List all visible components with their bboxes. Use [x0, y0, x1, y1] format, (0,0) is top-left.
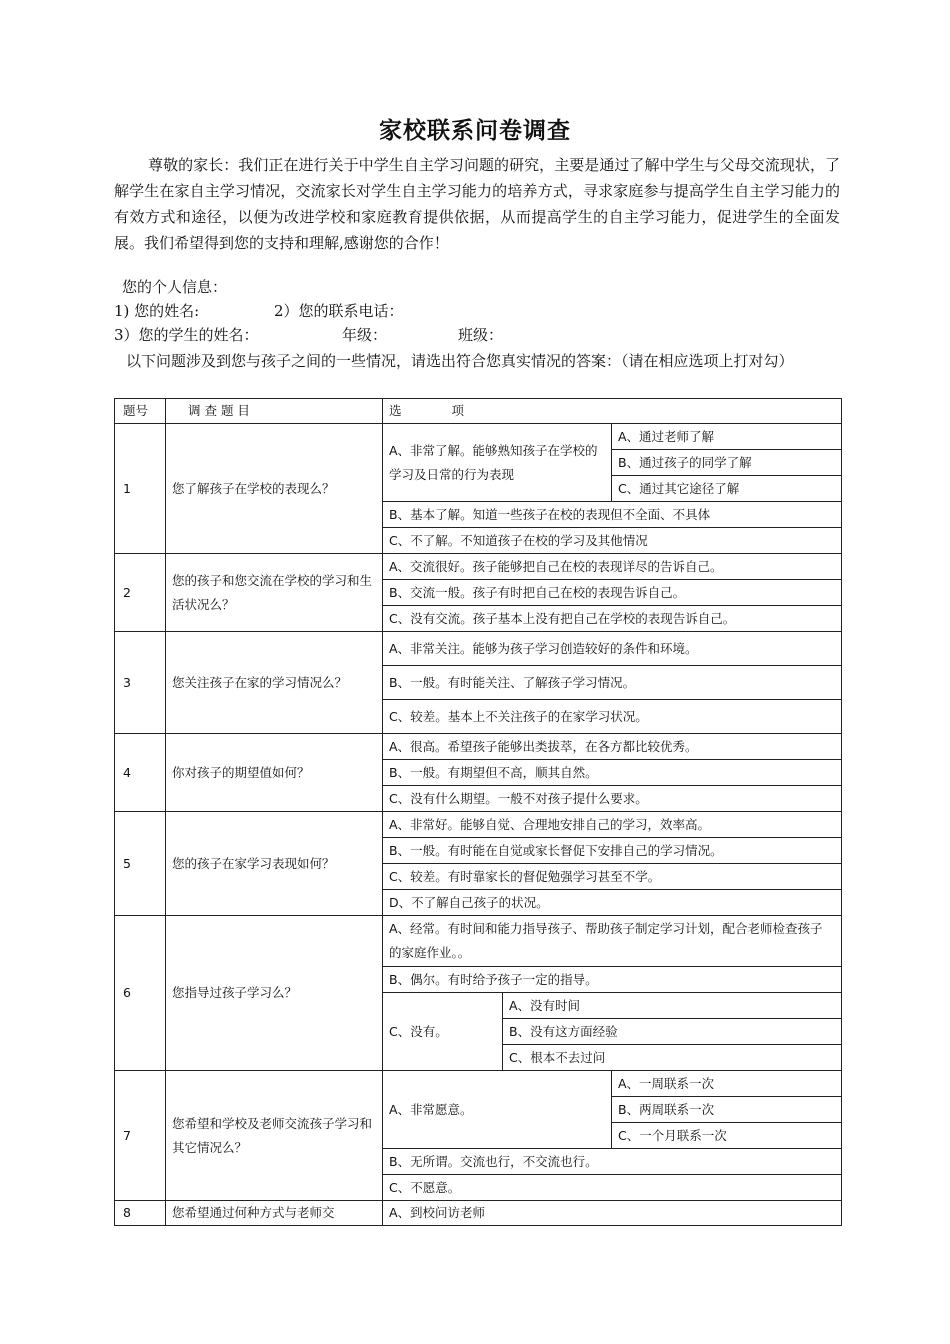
class-label: 班级： [458, 326, 504, 344]
sub-option[interactable]: B、两周联系一次 [612, 1097, 842, 1123]
option-a[interactable]: A、非常愿意。 [383, 1071, 612, 1149]
option-a[interactable]: A、经常。有时间和能力指导孩子、帮助孩子制定学习计划，配合老师检查孩子的家庭作业。。 [383, 916, 842, 967]
question-text: 您的孩子和您交流在学校的学习和生活状况么？ [166, 554, 383, 632]
option-a[interactable]: A、非常关注。能够为孩子学习创造较好的条件和环境。 [383, 632, 842, 666]
sub-option[interactable]: A、一周联系一次 [612, 1071, 842, 1097]
sub-option[interactable]: A、通过老师了解 [612, 424, 842, 450]
table-row [115, 632, 842, 666]
name-label: 1) 您的姓名: [114, 302, 200, 320]
question-number: 6 [115, 916, 166, 1071]
header-options: 选 项 [383, 399, 842, 424]
survey-table [114, 398, 842, 1226]
page-title: 家校联系问卷调查 [379, 117, 571, 144]
table-row [115, 916, 842, 967]
phone-label: 2）您的联系电话： [274, 302, 404, 320]
table-row [115, 1201, 842, 1226]
option-b[interactable]: B、一般。有时能在自觉或家长督促下安排自己的学习情况。 [383, 838, 842, 864]
sub-option[interactable]: C、根本不去过问 [503, 1045, 842, 1071]
grade-label: 年级： [342, 326, 388, 344]
table-row [115, 1071, 842, 1097]
option-c[interactable]: C、不了解。不知道孩子在校的学习及其他情况 [383, 528, 842, 554]
option-a[interactable]: A、到校问访老师 [383, 1201, 842, 1226]
question-text: 您希望和学校及老师交流孩子学习和其它情况么？ [166, 1071, 383, 1201]
table-row [115, 812, 842, 838]
header-question: 调 查 题 目 [166, 399, 383, 424]
sub-option[interactable]: C、一个月联系一次 [612, 1123, 842, 1149]
sub-option[interactable]: C、通过其它途径了解 [612, 476, 842, 502]
intro-text: 尊敬的家长：我们正在进行关于中学生自主学习问题的研究，主要是通过了解中学生与父母交流现状，了解学生在家自主学习情况，交流家长对学生自主学习能力的培养方式，寻求家庭参与提高学生自主学习能力的有效方式和途径，以便为改进学校和家庭教育提供依据，从而提高学生的自主学习能力，促进学生的全面发展。我们希望得到您的支持和理解,感谢您的合作！ [114, 156, 840, 252]
sub-option[interactable]: A、没有时间 [503, 993, 842, 1019]
question-text: 您的孩子在家学习表现如何？ [166, 812, 383, 916]
option-a[interactable]: A、交流很好。孩子能够把自己在校的表现详尽的告诉自己。 [383, 554, 842, 580]
question-number: 3 [115, 632, 166, 734]
option-b[interactable]: B、一般。有期望但不高，顺其自然。 [383, 760, 842, 786]
option-d[interactable]: D、不了解自己孩子的状况。 [383, 890, 842, 916]
question-text: 您希望通过何种方式与老师交 [166, 1201, 383, 1226]
option-c[interactable]: C、没有什么期望。一般不对孩子提什么要求。 [383, 786, 842, 812]
sub-option[interactable]: B、通过孩子的同学了解 [612, 450, 842, 476]
table-row [115, 424, 842, 450]
option-c[interactable]: C、较差。基本上不关注孩子的在家学习状况。 [383, 700, 842, 734]
option-c[interactable]: C、没有交流。孩子基本上没有把自己在学校的表现告诉自己。 [383, 606, 842, 632]
table-row [115, 554, 842, 580]
option-a[interactable]: A、很高。希望孩子能够出类拔萃，在各方都比较优秀。 [383, 734, 842, 760]
table-row [115, 734, 842, 760]
header-number: 题号 [115, 399, 166, 424]
question-number: 4 [115, 734, 166, 812]
question-number: 5 [115, 812, 166, 916]
option-b[interactable]: B、基本了解。知道一些孩子在校的表现但不全面、不具体 [383, 502, 842, 528]
table-header-row [115, 399, 842, 424]
personal-info-heading: 您的个人信息： [122, 278, 228, 296]
question-number: 7 [115, 1071, 166, 1201]
question-text: 您指导过孩子学习么？ [166, 916, 383, 1071]
option-b[interactable]: B、一般。有时能关注、了解孩子学习情况。 [383, 666, 842, 700]
question-number: 2 [115, 554, 166, 632]
sub-option[interactable]: B、没有这方面经验 [503, 1019, 842, 1045]
option-c[interactable]: C、较差。有时靠家长的督促勉强学习甚至不学。 [383, 864, 842, 890]
question-number: 8 [115, 1201, 166, 1226]
option-b[interactable]: B、偶尔。有时给予孩子一定的指导。 [383, 967, 842, 993]
instruction-text: 以下问题涉及到您与孩子之间的一些情况，请选出符合您真实情况的答案：（请在相应选项上打对勾） [126, 352, 794, 370]
option-c[interactable]: C、没有。 [383, 993, 503, 1071]
option-b[interactable]: B、无所谓。交流也行，不交流也行。 [383, 1149, 842, 1175]
student-name-label: 3）您的学生的姓名： [114, 326, 259, 344]
intro-paragraph [114, 152, 840, 256]
question-text: 您关注孩子在家的学习情况么？ [166, 632, 383, 734]
question-text: 你对孩子的期望值如何？ [166, 734, 383, 812]
question-text: 您了解孩子在学校的表现么？ [166, 424, 383, 554]
option-a[interactable]: A、非常了解。能够熟知孩子在学校的学习及日常的行为表现 [383, 424, 612, 502]
option-c[interactable]: C、不愿意。 [383, 1175, 842, 1201]
question-number: 1 [115, 424, 166, 554]
option-a[interactable]: A、非常好。能够自觉、合理地安排自己的学习，效率高。 [383, 812, 842, 838]
option-b[interactable]: B、交流一般。孩子有时把自己在校的表现告诉自己。 [383, 580, 842, 606]
